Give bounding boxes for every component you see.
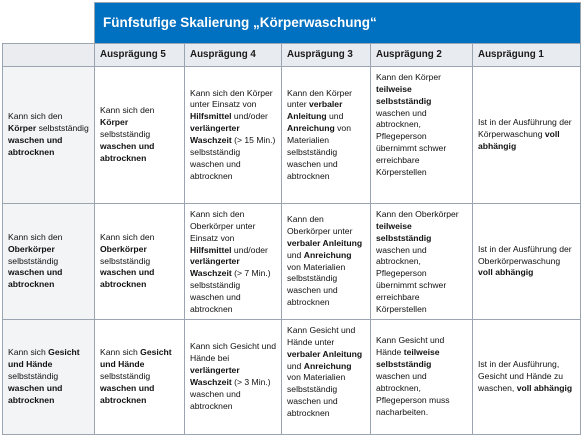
column-header-4: Ausprägung 4 <box>185 44 282 67</box>
emphasis-text: verbaler Anleitung <box>287 99 343 122</box>
emphasis-text: teilweise selbstständig <box>376 347 440 370</box>
emphasis-text: voll abhängig <box>478 129 560 151</box>
emphasis-text: verbaler Anleitung <box>287 237 363 248</box>
emphasis-text: waschen und abtrocknen <box>100 140 155 163</box>
cell-auspraegung-5: Kann sich den Oberkörper selbstständig waschen und abtrocknen <box>95 204 185 320</box>
emphasis-text: Gesicht und Hände <box>100 347 172 370</box>
cell-auspraegung-4: Kann sich Gesicht und Hände bei verlängerter Waschzeit (> 3 Min.) waschen und abtrocknen <box>185 320 282 435</box>
cell-auspraegung-4: Kann sich den Körper unter Einsatz von Hilfsmittel und/oder verlängerter Waschzeit (> 15 Min.) selbstständig waschen und abtrocknen <box>185 67 282 204</box>
emphasis-text: Hilfsmittel <box>190 244 232 255</box>
emphasis-text: Oberkörper <box>8 243 55 254</box>
emphasis-text: waschen und abtrocknen <box>100 267 155 290</box>
emphasis-text: Körper <box>100 117 129 128</box>
emphasis-text: Gesicht und Hände <box>8 347 80 370</box>
column-header-5: Ausprägung 5 <box>95 44 185 67</box>
emphasis-text: Anreichung <box>287 123 335 134</box>
cell-auspraegung-3: Kann Gesicht und Hände unter verbaler Anleitung und Anreichung von Materialien selbstständig waschen und abtrocknen <box>282 320 371 435</box>
table-row-gesicht-haende <box>3 320 581 435</box>
row-label: Kann sich den Körper selbstständig waschen und abtrocknen <box>3 67 95 204</box>
column-header-3: Ausprägung 3 <box>282 44 371 67</box>
emphasis-text: waschen und abtrocknen <box>8 267 63 290</box>
emphasis-text: waschen und abtrocknen <box>8 135 63 157</box>
cell-auspraegung-3: Kann den Körper unter verbaler Anleitung und Anreichung von Materialien selbstständig waschen und abtrocknen <box>282 67 371 204</box>
column-header-1: Ausprägung 1 <box>473 44 581 67</box>
scale-table <box>2 2 581 435</box>
emphasis-text: Oberkörper <box>100 243 147 254</box>
cell-auspraegung-4: Kann sich den Oberkörper unter Einsatz von Hilfsmittel und/oder verlängerter Waschzeit (> 7 Min.) selbstständig waschen und abtrocknen <box>185 204 282 320</box>
row-label: Kann sich Gesicht und Hände selbstständig waschen und abtrocknen <box>3 320 95 435</box>
cell-auspraegung-2: Kann den Körper teilweise selbstständig waschen und abtrocknen, Pflegeperson übernimmt schwer erreichbare Körperstellen <box>371 67 473 204</box>
table-row-oberkoerper <box>3 204 581 320</box>
emphasis-text: Anreichung <box>303 360 352 371</box>
cell-auspraegung-5: Kann sich den Körper selbstständig waschen und abtrocknen <box>95 67 185 204</box>
cell-auspraegung-3: Kann den Oberkörper unter verbaler Anleitung und Anreichung von Materialien selbstständig waschen und abtrocknen <box>282 204 371 320</box>
emphasis-text: verbaler Anleitung <box>287 348 363 359</box>
table-title: Fünfstufige Skalierung „Körperwaschung“ <box>95 3 581 44</box>
cell-auspraegung-2: Kann den Oberkörper teilweise selbstständig waschen und abtrocknen, Pflegeperson übernimmt schwer erreichbare Körperstellen <box>371 204 473 320</box>
cell-auspraegung-1: Ist in der Ausführung der Körperwaschung voll abhängig <box>473 67 581 204</box>
emphasis-text: voll abhängig <box>516 382 573 393</box>
emphasis-text: Anreichung <box>303 249 352 260</box>
header-row <box>3 44 581 67</box>
emphasis-text: verlängerter Waschzeit <box>190 123 240 145</box>
cell-auspraegung-2: Kann Gesicht und Hände teilweise selbstständig waschen und abtrocknen, Pflegeperson muss nacharbeiten. <box>371 320 473 435</box>
emphasis-text: Hilfsmittel <box>190 111 232 122</box>
emphasis-text: teilweise selbstständig <box>376 83 432 106</box>
emphasis-text: verlängerter Waschzeit <box>190 256 240 279</box>
cell-auspraegung-5: Kann sich Gesicht und Hände selbstständig waschen und abtrocknen <box>95 320 185 435</box>
column-header-2: Ausprägung 2 <box>371 44 473 67</box>
row-label: Kann sich den Oberkörper selbstständig waschen und abtrocknen <box>3 204 95 320</box>
table-row-koerper <box>3 67 581 204</box>
emphasis-text: waschen und abtrocknen <box>100 382 155 405</box>
title-row <box>3 3 581 44</box>
emphasis-text: verlängerter Waschzeit <box>190 365 240 387</box>
emphasis-text: waschen und abtrocknen <box>8 382 63 405</box>
emphasis-text: teilweise selbstständig <box>376 220 432 243</box>
cell-auspraegung-1: Ist in der Ausführung, Gesicht und Hände zu waschen, voll abhängig <box>473 320 581 435</box>
title-corner <box>3 3 95 44</box>
emphasis-text: Körper <box>8 123 37 134</box>
cell-auspraegung-1: Ist in der Ausführung der Oberkörperwaschung voll abhängig <box>473 204 581 320</box>
emphasis-text: voll abhängig <box>478 267 534 278</box>
header-corner <box>3 44 95 67</box>
